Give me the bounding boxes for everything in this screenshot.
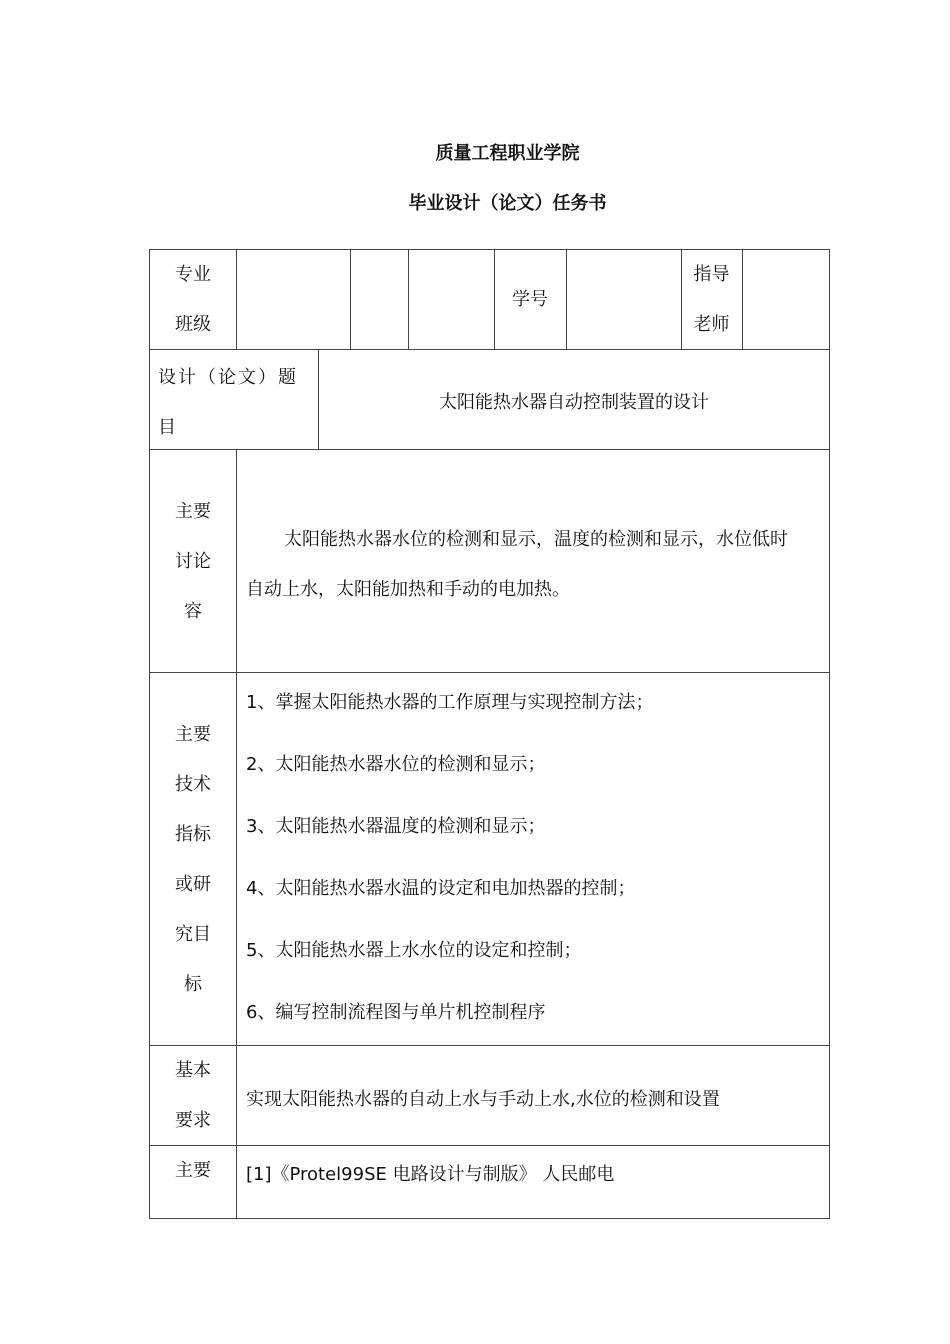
target-item: 3、太阳能热水器温度的检测和显示； xyxy=(246,816,546,837)
target-item: 2、太阳能热水器水位的检测和显示； xyxy=(246,754,546,775)
target-item: 6、编写控制流程图与单片机控制程序 xyxy=(246,1002,546,1023)
targets-label: 或研 xyxy=(175,874,211,895)
targets-label: 标 xyxy=(184,974,202,995)
topic-label: 设计（论文）题 xyxy=(158,367,298,388)
institution-title: 质量工程职业学院 xyxy=(435,143,580,164)
content-label: 主要 xyxy=(175,501,211,522)
col-divider xyxy=(408,249,409,349)
advisor-label-2: 老师 xyxy=(693,314,730,335)
class-label: 班级 xyxy=(175,314,211,335)
target-item: 1、掌握太阳能热水器的工作原理与实现控制方法； xyxy=(246,692,654,713)
row-divider xyxy=(149,672,830,673)
student-id-label: 学号 xyxy=(512,289,548,310)
targets-label: 究目 xyxy=(175,924,211,945)
target-item: 5、太阳能热水器上水水位的设定和控制； xyxy=(246,940,582,961)
requirements-label: 要求 xyxy=(175,1110,211,1131)
advisor-label: 指导 xyxy=(693,264,730,285)
targets-label: 主要 xyxy=(175,724,211,745)
col-divider xyxy=(566,249,567,349)
col-divider xyxy=(742,249,743,349)
col-divider xyxy=(350,249,351,349)
target-item: 4、太阳能热水器水温的设定和电加热器的控制； xyxy=(246,878,636,899)
row-divider xyxy=(149,449,830,450)
requirements-value: 实现太阳能热水器的自动上水与手动上水,水位的检测和设置 xyxy=(246,1089,720,1110)
content-line-2: 自动上水，太阳能加热和手动的电加热。 xyxy=(246,579,570,600)
reference-item: [1]《Protel99SE 电路设计与制版》 人民邮电 xyxy=(246,1164,615,1185)
targets-label: 技术 xyxy=(175,774,211,795)
targets-label: 指标 xyxy=(175,824,211,845)
row-divider xyxy=(149,1145,830,1146)
requirements-label: 基本 xyxy=(175,1060,211,1081)
row-divider xyxy=(149,1045,830,1046)
content-label: 讨论 xyxy=(175,551,211,572)
topic-label-2: 目 xyxy=(158,417,176,438)
major-label: 专业 xyxy=(175,264,211,285)
topic-value: 太阳能热水器自动控制装置的设计 xyxy=(439,392,709,413)
content-label: 容 xyxy=(184,601,202,622)
document-title: 毕业设计（论文）任务书 xyxy=(408,193,607,214)
references-label: 主要 xyxy=(175,1160,211,1181)
content-line-1: 太阳能热水器水位的检测和显示，温度的检测和显示，水位低时 xyxy=(284,529,788,550)
